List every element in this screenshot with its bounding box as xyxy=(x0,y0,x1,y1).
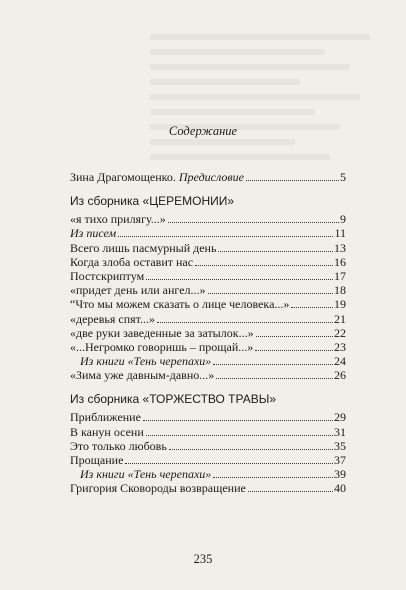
entry-title: Прощание xyxy=(70,453,124,467)
toc-entry[interactable] xyxy=(70,467,346,481)
entry-title: Из писем xyxy=(70,226,117,241)
entry-title: Это только любовь xyxy=(70,438,167,453)
entry-page: 39 xyxy=(334,467,346,482)
entry-page: 23 xyxy=(334,339,346,354)
section-name: «ТОРЖЕСТВО ТРАВЫ» xyxy=(142,392,277,407)
toc-entry[interactable] xyxy=(70,354,346,368)
toc-entry[interactable] xyxy=(70,312,346,326)
toc-entry[interactable] xyxy=(70,255,346,269)
dot-leader xyxy=(256,336,333,337)
entry-title: Постскриптум xyxy=(70,268,145,283)
dot-leader xyxy=(169,449,333,450)
entry-title: «две руки заведенные за затылок...» xyxy=(70,325,254,340)
dot-leader xyxy=(291,307,333,308)
dot-leader xyxy=(146,435,333,436)
entry-author: Зина Драгомощенко. xyxy=(70,170,179,184)
dot-leader xyxy=(195,265,333,266)
bleed-through xyxy=(150,34,400,174)
toc-entry[interactable] xyxy=(70,226,346,240)
entry-page: 17 xyxy=(334,268,346,283)
entry-page: 31 xyxy=(334,424,346,439)
entry-page: 18 xyxy=(334,283,346,298)
dot-leader xyxy=(218,251,333,252)
dot-leader xyxy=(143,420,333,421)
table-of-contents xyxy=(70,170,346,496)
entry-title: Приближение xyxy=(70,410,141,425)
entry-title: «Зима уже давным-давно...» xyxy=(70,368,215,383)
dot-leader xyxy=(208,293,333,294)
entry-title: “Что мы можем сказать о лице человека...» xyxy=(70,297,290,312)
dot-leader xyxy=(213,364,333,365)
entry-page: 37 xyxy=(334,453,346,467)
entry-page: 13 xyxy=(334,240,346,255)
entry-title: Григория Сковороды возвращение xyxy=(70,481,246,496)
entry-page: 29 xyxy=(334,410,346,425)
section-lead: Из сборника xyxy=(70,392,143,407)
entry-page: 11 xyxy=(334,226,346,241)
entry-page: 35 xyxy=(334,438,346,453)
dot-leader xyxy=(118,236,333,237)
entry-page: 5 xyxy=(340,170,346,184)
entry-page: 16 xyxy=(334,254,346,269)
toc-entry[interactable] xyxy=(70,425,346,439)
entry-title: «я тихо прилягу...» xyxy=(70,212,166,227)
toc-entry[interactable] xyxy=(70,368,346,382)
toc-entry[interactable] xyxy=(70,326,346,340)
sections-container xyxy=(70,194,346,495)
entry-title: Из книги «Тень черепахи» xyxy=(80,354,212,369)
entry-title: Предисловие xyxy=(178,170,244,184)
page-number: 235 xyxy=(193,552,213,566)
entry-page: 26 xyxy=(334,368,346,383)
entry-page: 9 xyxy=(340,212,346,227)
section-lead: Из сборника xyxy=(70,194,143,209)
entry-title: «придет день или ангел...» xyxy=(70,283,206,298)
entry-title: Когда злоба оставит нас xyxy=(70,254,194,269)
entry-page: 22 xyxy=(334,325,346,340)
dot-leader xyxy=(213,477,333,478)
entry-title: Всего лишь пасмурный день xyxy=(70,240,217,255)
dot-leader xyxy=(125,463,333,464)
toc-entry[interactable] xyxy=(70,439,346,453)
toc-entry[interactable] xyxy=(70,269,346,283)
dot-leader xyxy=(216,378,333,379)
dot-leader xyxy=(248,491,333,492)
entry-page: 21 xyxy=(334,311,346,326)
toc-entry[interactable] xyxy=(70,241,346,255)
toc-entry[interactable] xyxy=(70,212,346,226)
entry-page: 40 xyxy=(334,481,346,496)
section-heading xyxy=(70,392,346,407)
toc-entry[interactable] xyxy=(70,283,346,297)
dot-leader xyxy=(146,279,333,280)
toc-entry[interactable] xyxy=(70,297,346,311)
entry-title: «деревья спят...» xyxy=(70,311,156,326)
section-heading xyxy=(70,194,346,209)
toc-entry[interactable] xyxy=(70,481,346,495)
entry-title: «...Негромко говоришь – прощай...» xyxy=(70,339,254,354)
entry-title: Из книги «Тень черепахи» xyxy=(80,467,212,482)
dot-leader xyxy=(157,322,333,323)
entry-title: В канун осени xyxy=(70,424,144,439)
entry-page: 19 xyxy=(334,297,346,312)
entry-page: 24 xyxy=(334,354,346,369)
toc-entry[interactable] xyxy=(70,410,346,424)
toc-entry[interactable] xyxy=(70,453,346,467)
dot-leader xyxy=(168,222,339,223)
page-title: Содержание xyxy=(168,124,238,138)
dot-leader xyxy=(255,350,333,351)
section-name: «ЦЕРЕМОНИИ» xyxy=(142,194,235,209)
toc-entry-preface[interactable] xyxy=(70,170,346,184)
toc-entry[interactable] xyxy=(70,340,346,354)
dot-leader xyxy=(246,180,339,181)
